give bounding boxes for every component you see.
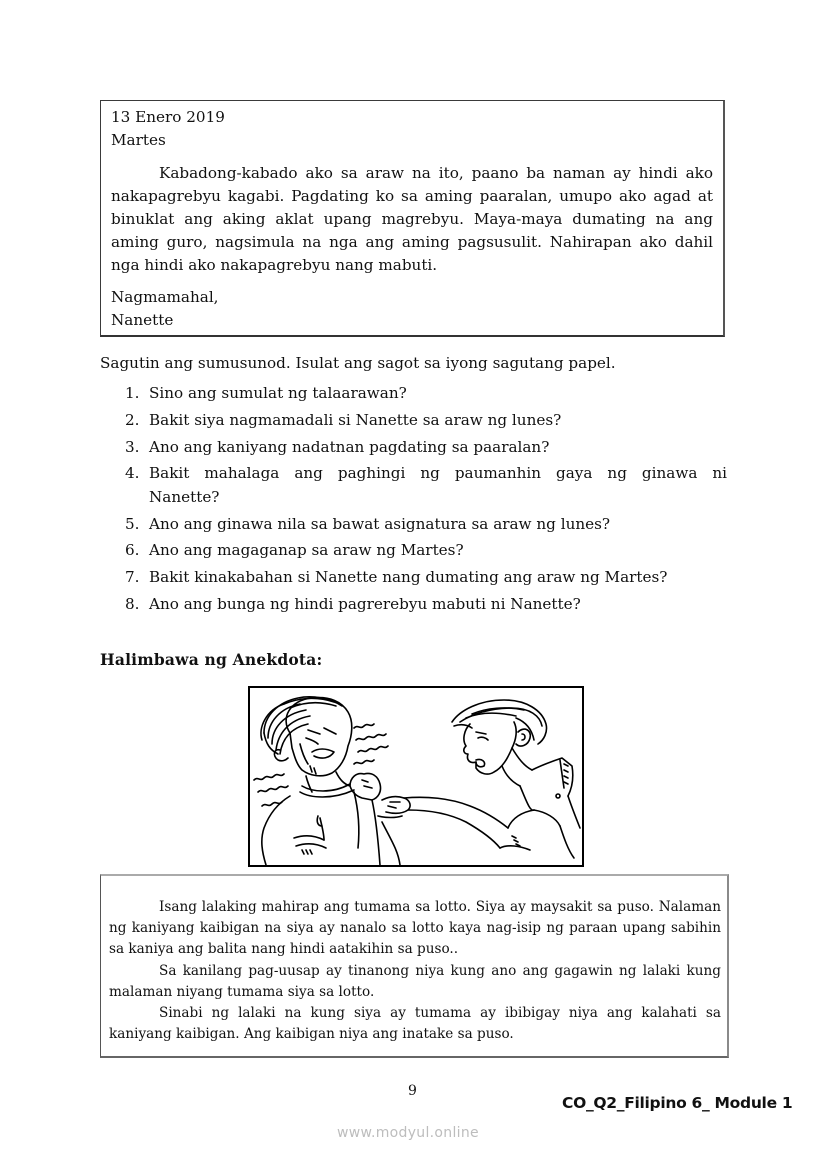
question-item — [100, 539, 727, 563]
question-number: 3. — [125, 437, 140, 456]
diary-signature: Nanette — [111, 311, 174, 329]
question-number: 5. — [125, 514, 140, 533]
diary-body: Kabadong-kabado ako sa araw na ito, paano ba naman ay hindi ako nakapagrebyu kagabi. Pagdating ko sa aming paaralan, umupo ako agad at binuklat ang aking aklat upang magrebyu. Maya-maya dumating na ang aming guro, nagsimula na nga ang aming pagsusulit. Nahirapan ako dahil nga hindi ako nakapagrebyu nang mabuti. — [111, 164, 713, 274]
module-code: CO_Q2_Filipino 6_ Module 1 — [562, 1094, 793, 1112]
question-text: Bakit mahalaga ang paghingi ng paumanhin gaya ng ginawa ni Nanette? — [149, 464, 727, 506]
watermark: www.modyul.online — [337, 1125, 479, 1141]
anecdote-paragraph: Isang lalaking mahirap ang tumama sa lotto. Siya ay maysakit sa puso. Nalaman ng kaniyang kaibigan na siya ay nanalo sa lotto kaya nag-isip ng paraan upang sabihin sa kaniya ang balita nang hindi aatakihin sa puso.. — [109, 899, 721, 958]
question-item — [100, 513, 727, 537]
section-title: Halimbawa ng Anekdota: — [100, 650, 323, 669]
question-number: 1. — [125, 384, 140, 402]
question-text: Bakit kinakabahan si Nanette nang dumating ang araw ng Martes? — [149, 568, 668, 587]
page-number: 9 — [408, 1083, 417, 1099]
question-item — [100, 436, 727, 460]
question-number: 8. — [125, 595, 140, 614]
two-men-illustration-icon — [250, 688, 582, 865]
question-text: Ano ang kaniyang nadatnan pagdating sa paaralan? — [149, 437, 550, 456]
question-list — [100, 382, 727, 620]
anecdote-paragraph: Sa kanilang pag-uusap ay tinanong niya kung ano ang gagawin ng lalaki kung malaman niyang tumama siya sa lotto. — [109, 962, 721, 1000]
question-number: 6. — [125, 541, 140, 560]
anecdote-box — [100, 874, 729, 1058]
question-text: Sino ang sumulat ng talaarawan? — [149, 384, 407, 402]
question-text: Ano ang magaganap sa araw ng Martes? — [149, 541, 464, 560]
question-item — [100, 593, 727, 617]
question-number: 4. — [125, 464, 140, 483]
question-item — [100, 409, 727, 433]
diary-date: 13 Enero 2019 — [111, 108, 225, 126]
question-text: Ano ang bunga ng hindi pagrerebyu mabuti ni Nanette? — [149, 595, 581, 614]
question-item — [100, 462, 727, 509]
question-text: Ano ang ginawa nila sa bawat asignatura sa araw ng lunes? — [149, 514, 611, 533]
question-number: 2. — [125, 410, 140, 429]
question-text: Bakit siya nagmamadali si Nanette sa araw ng lunes? — [149, 410, 562, 429]
question-item — [100, 566, 727, 590]
instructions: Sagutin ang sumusunod. Isulat ang sagot sa iyong sagutang papel. — [100, 354, 616, 372]
anecdote-paragraph: Sinabi ng lalaki na kung siya ay tumama ay ibibigay niya ang kalahati sa kaniyang kaibigan. Ang kaibigan niya ang inatake sa puso. — [109, 1005, 721, 1043]
question-item — [100, 382, 727, 406]
anecdote-illustration — [248, 686, 584, 867]
diary-entry-box — [100, 100, 725, 337]
diary-day: Martes — [111, 131, 166, 149]
question-number: 7. — [125, 568, 140, 587]
diary-closing: Nagmamahal, — [111, 288, 219, 306]
